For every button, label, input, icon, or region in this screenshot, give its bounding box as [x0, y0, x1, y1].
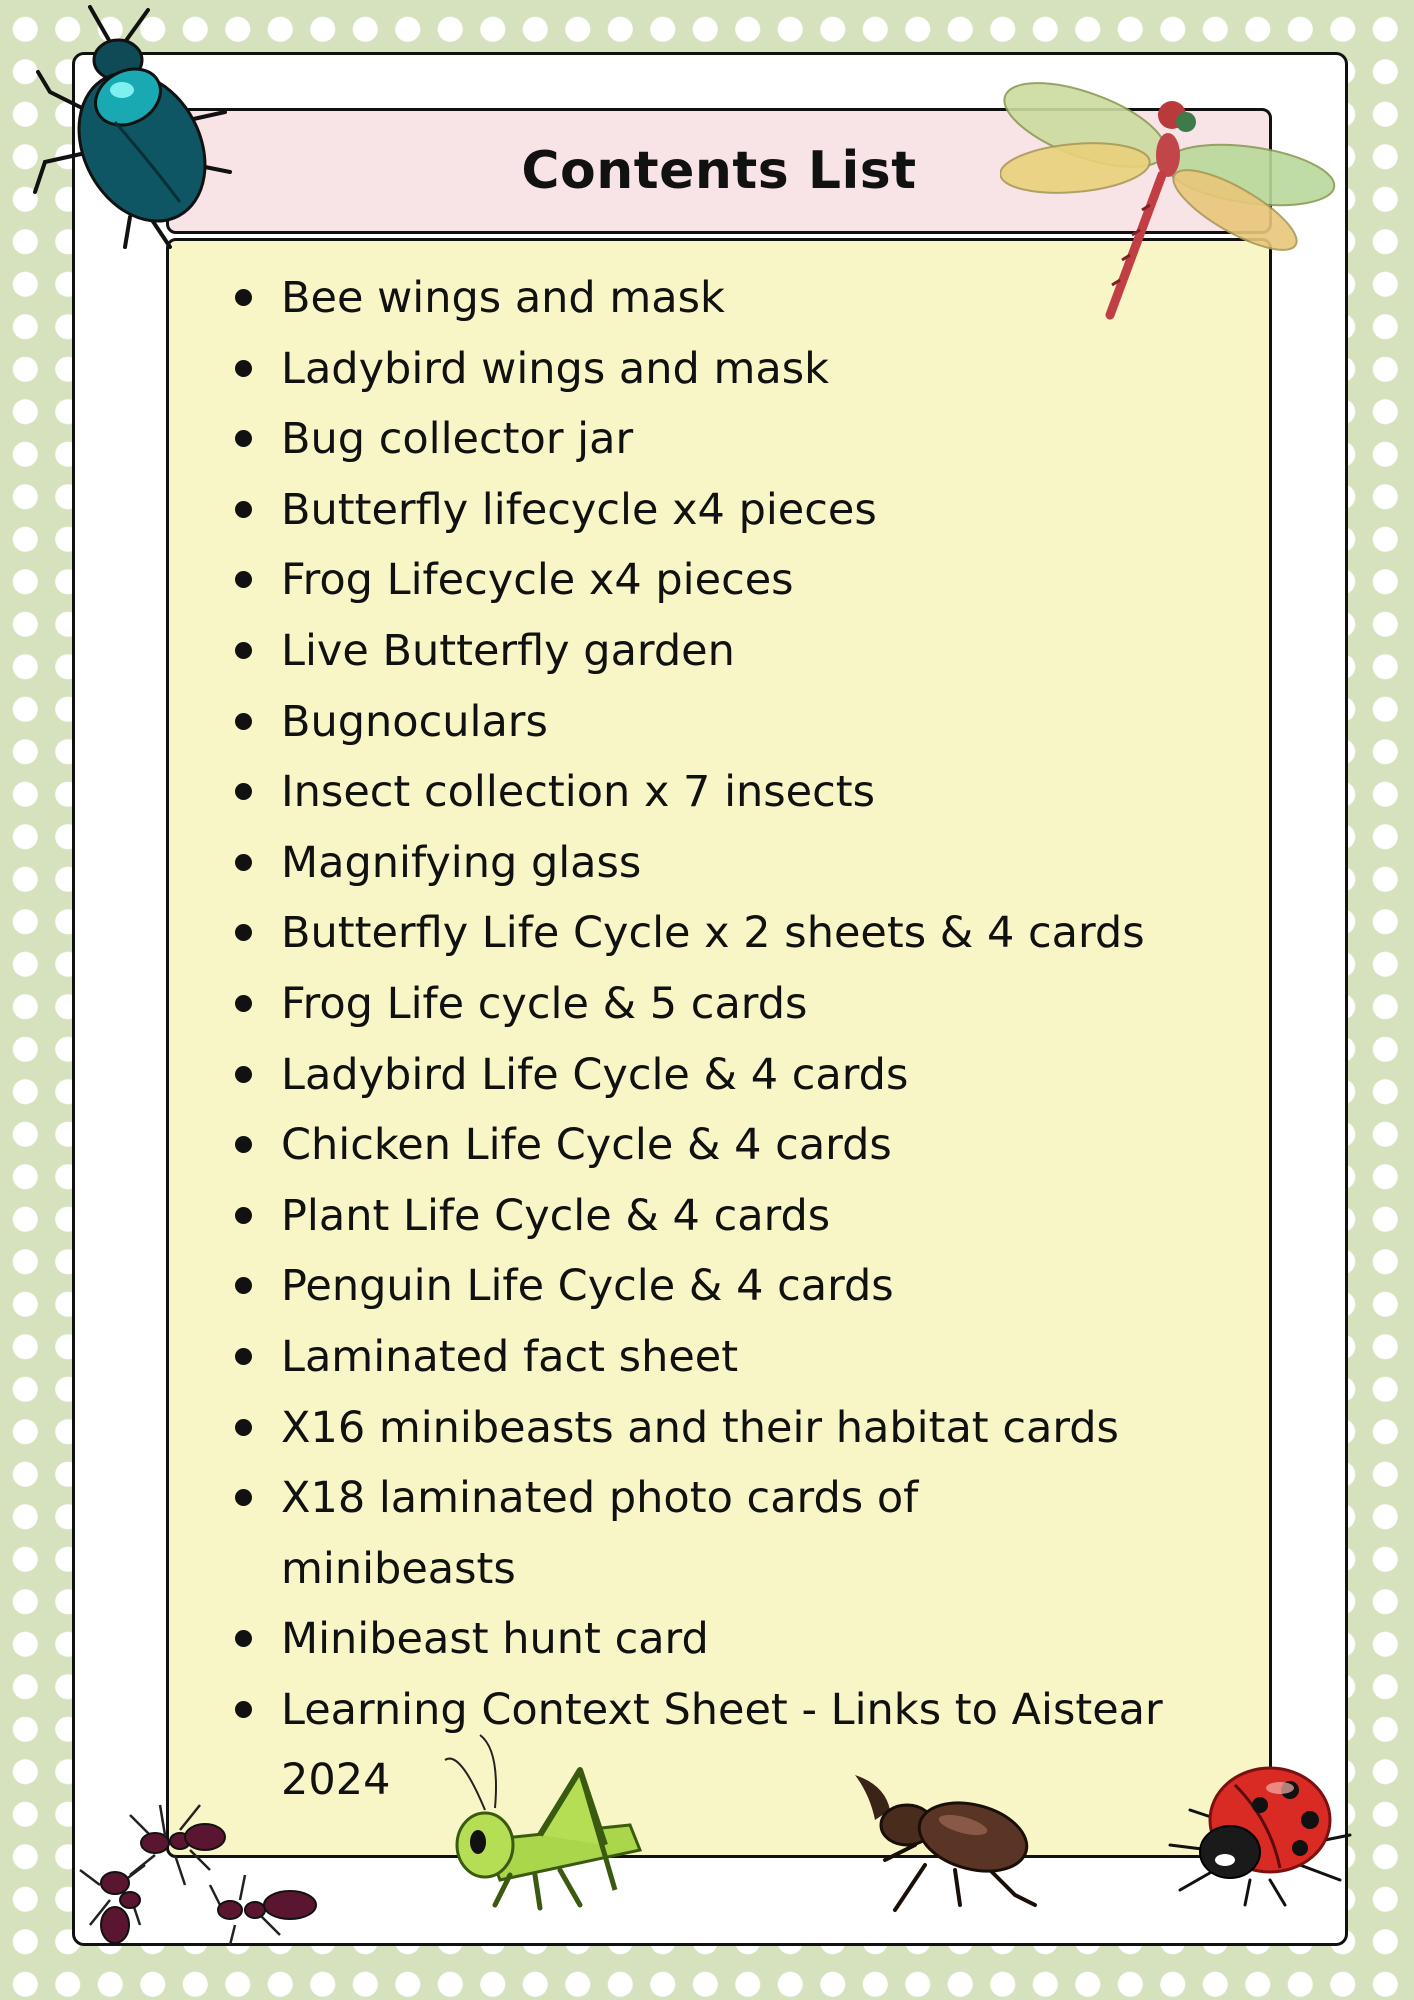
ants-icon: [70, 1775, 330, 1950]
list-item: Chicken Life Cycle & 4 cards: [281, 1110, 1261, 1181]
ladybird-icon: [1160, 1750, 1360, 1910]
list-item: Penguin Life Cycle & 4 cards: [281, 1251, 1261, 1322]
grasshopper-icon: [440, 1730, 670, 1915]
dragonfly-icon: [1000, 70, 1340, 335]
list-item: Bugnoculars: [281, 687, 1261, 758]
list-item: Frog Lifecycle x4 pieces: [281, 545, 1261, 616]
list-item: Laminated fact sheet: [281, 1322, 1261, 1393]
list-item: Minibeast hunt card: [281, 1604, 1261, 1675]
list-item: Frog Life cycle & 5 cards: [281, 969, 1261, 1040]
contents-list-panel: [166, 238, 1272, 1858]
rhino-beetle-icon: [845, 1765, 1045, 1915]
list-item: Insect collection x 7 insects: [281, 757, 1261, 828]
list-item: Learning Context Sheet - Links to Aistear 2024: [281, 1675, 1261, 1816]
list-item: Ladybird wings and mask: [281, 334, 1261, 405]
list-item: Bug collector jar: [281, 404, 1261, 475]
page-title: Contents List: [521, 141, 917, 201]
beetle-icon: [30, 2, 240, 252]
list-item: X16 minibeasts and their habitat cards: [281, 1393, 1261, 1464]
list-item: Magnifying glass: [281, 828, 1261, 899]
list-item: X18 laminated photo cards of minibeasts: [281, 1463, 1061, 1604]
list-item: Live Butterfly garden: [281, 616, 1261, 687]
contents-list: [281, 263, 1261, 1816]
list-item: Plant Life Cycle & 4 cards: [281, 1181, 1261, 1252]
list-item: Bee wings and mask: [281, 263, 1261, 334]
list-item: Butterfly Life Cycle x 2 sheets & 4 cards: [281, 898, 1261, 969]
list-item: Butterfly lifecycle x4 pieces: [281, 475, 1261, 546]
list-item: Ladybird Life Cycle & 4 cards: [281, 1040, 1261, 1111]
